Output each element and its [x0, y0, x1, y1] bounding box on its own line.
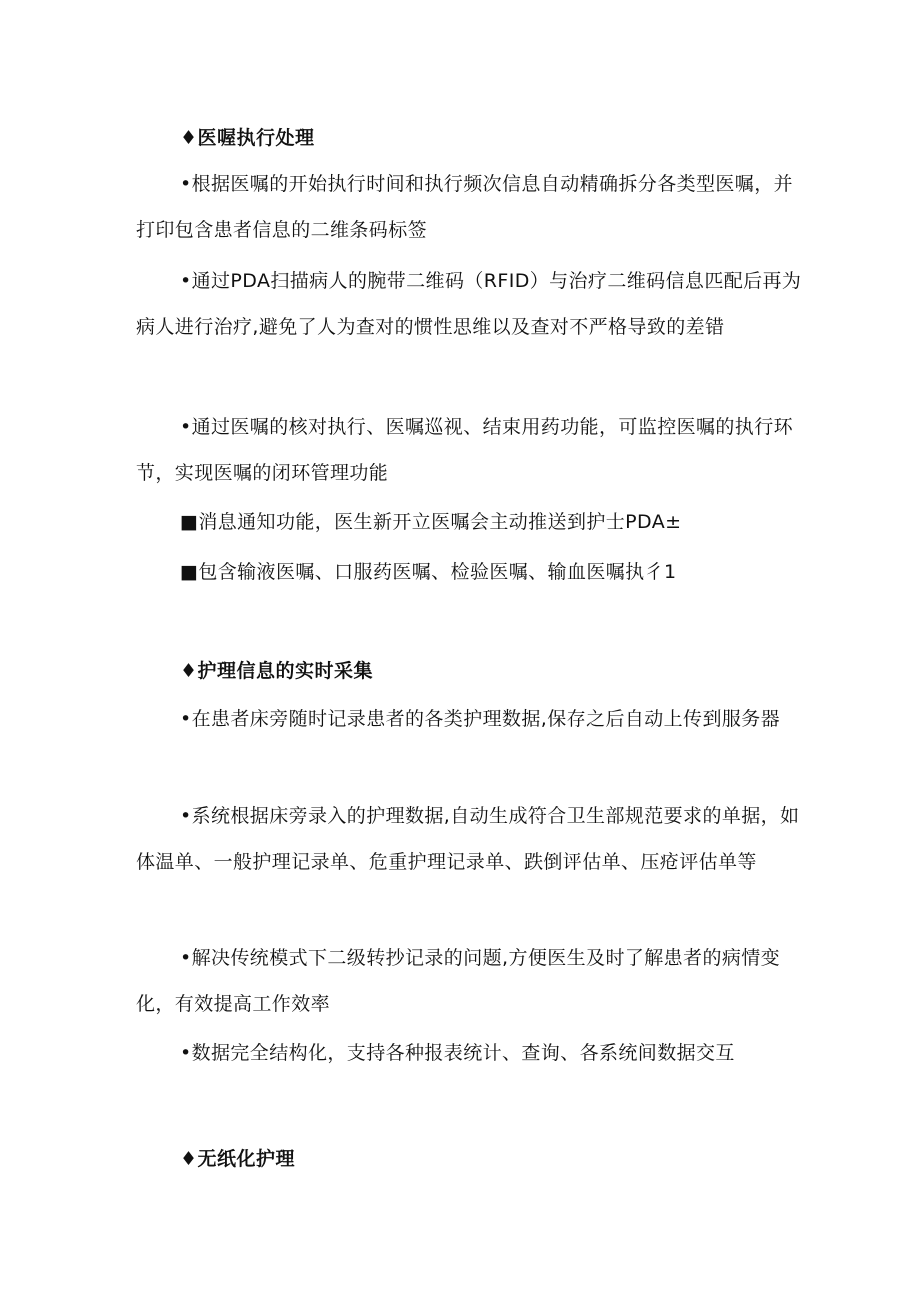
paragraph-order-split: •根据医嘱的开始执行时间和执行频次信息自动精确拆分各类型医嘱，并打印包含患者信息的二维条码标签	[136, 173, 794, 241]
paragraph-order-types: ■包含输液医嘱、口服药医嘱、检验医嘱、输血医嘱执彳1	[180, 561, 677, 583]
section-heading-realtime-collection: ♦护理信息的实时采集	[180, 660, 374, 682]
section-heading-order-execution: ♦医喔执行处理	[180, 127, 315, 149]
section-heading-paperless: ♦无纸化护理	[180, 1148, 296, 1170]
paragraph-pda-scan: •通过PDA扫描病人的腕带二维码（RFID）与治疗二维码信息匹配后再为病人进行治疗,避免了人为查对的惯性思维以及查对不严格导致的差错	[136, 270, 802, 338]
paragraph-transcription: •解决传统模式下二级转抄记录的问题,方便医生及时了解患者的病情变化，有效提高工作效率	[136, 947, 781, 1015]
paragraph-auto-documents: •系统根据床旁录入的护理数据,自动生成符合卫生部规范要求的单据，如体温单、一般护理记录单、危重护理记录单、跌倒评估单、压疮评估单等	[136, 805, 800, 873]
paragraph-structured-data: •数据完全结构化，支持各种报表统计、查询、各系统间数据交互	[180, 1042, 735, 1064]
paragraph-bedside-record: •在患者床旁随时记录患者的各类护理数据,保存之后自动上传到服务器	[180, 708, 781, 730]
paragraph-closed-loop: •通过医嘱的核对执行、医嘱巡视、结束用药功能，可监控医嘱的执行环节，实现医嘱的闭环管理功能	[136, 416, 794, 484]
paragraph-notification: ■消息通知功能，医生新开立医嘱会主动推送到护士PDA±	[180, 511, 682, 533]
